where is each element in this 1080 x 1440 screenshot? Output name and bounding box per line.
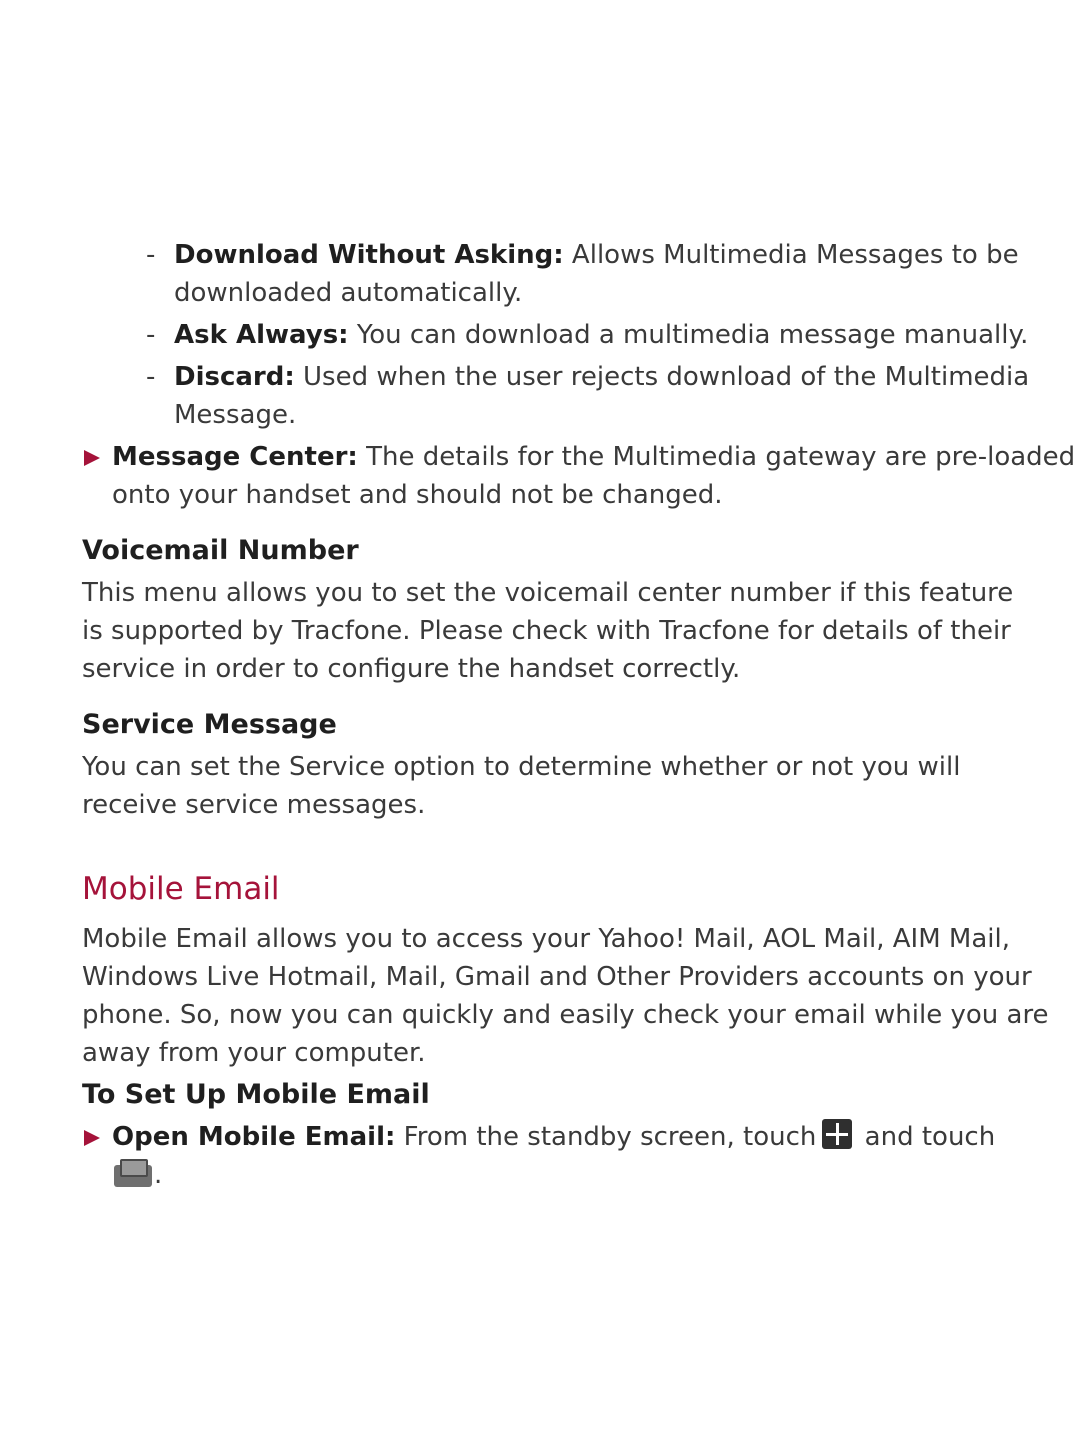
open-mobile-email-item [82, 1118, 996, 1194]
option-label: Download Without Asking: [174, 240, 564, 270]
setup-heading: To Set Up Mobile Email [82, 1079, 430, 1110]
bullet-triangle-icon [84, 450, 100, 466]
option-text: Message. [174, 400, 297, 430]
service-message-paragraph: You can set the Service option to determine whether or not you will receive service messages. [82, 752, 961, 820]
manual-page [82, 236, 1076, 1194]
option-text: downloaded automatically. [174, 278, 523, 308]
message-center-text: onto your handset and should not be changed. [112, 480, 723, 510]
option-text: Used when the user rejects download of the Multimedia [294, 362, 1030, 392]
message-center-label: Message Center: [112, 442, 358, 472]
message-center-item [82, 438, 1076, 514]
message-center-text: The details for the Multimedia gateway are pre-loaded [357, 442, 1076, 472]
open-text-end: . [154, 1160, 163, 1190]
voicemail-paragraph: This menu allows you to set the voicemail center number if this feature is supported by Tracfone. Please check with Tracfone for details of their service in order to configure the handset correctly. [82, 578, 1014, 684]
open-mobile-email-label: Open Mobile Email: [112, 1122, 396, 1152]
mobile-email-icon [112, 1159, 154, 1187]
option-discard: - Discard: Used when the user rejects download of the Multimedia Message. [82, 358, 992, 434]
mobile-email-title: Mobile Email [82, 871, 280, 907]
menu-grid-icon [822, 1119, 852, 1149]
voicemail-heading: Voicemail Number [82, 535, 359, 566]
option-label: Ask Always: [174, 320, 349, 350]
open-text-before: From the standby screen, touch [395, 1122, 817, 1152]
service-message-heading: Service Message [82, 709, 337, 740]
option-text: You can download a multimedia message manually. [348, 320, 1029, 350]
open-text-middle: and touch [856, 1122, 996, 1152]
option-ask-always: - Ask Always: You can download a multimedia message manually. [146, 320, 1029, 350]
bullet-triangle-icon [84, 1130, 100, 1146]
option-label: Discard: [174, 362, 295, 392]
option-download-without-asking: - Download Without Asking: Allows Multimedia Messages to be downloaded automatically. [82, 236, 992, 312]
mobile-email-paragraph: Mobile Email allows you to access your Yahoo! Mail, AOL Mail, AIM Mail, Windows Live Hotmail, Mail, Gmail and Other Providers accounts on your phone. So, now you can quickly and easily check your email while you are away from your computer. [82, 924, 1049, 1068]
option-text: Allows Multimedia Messages to be [563, 240, 1019, 270]
